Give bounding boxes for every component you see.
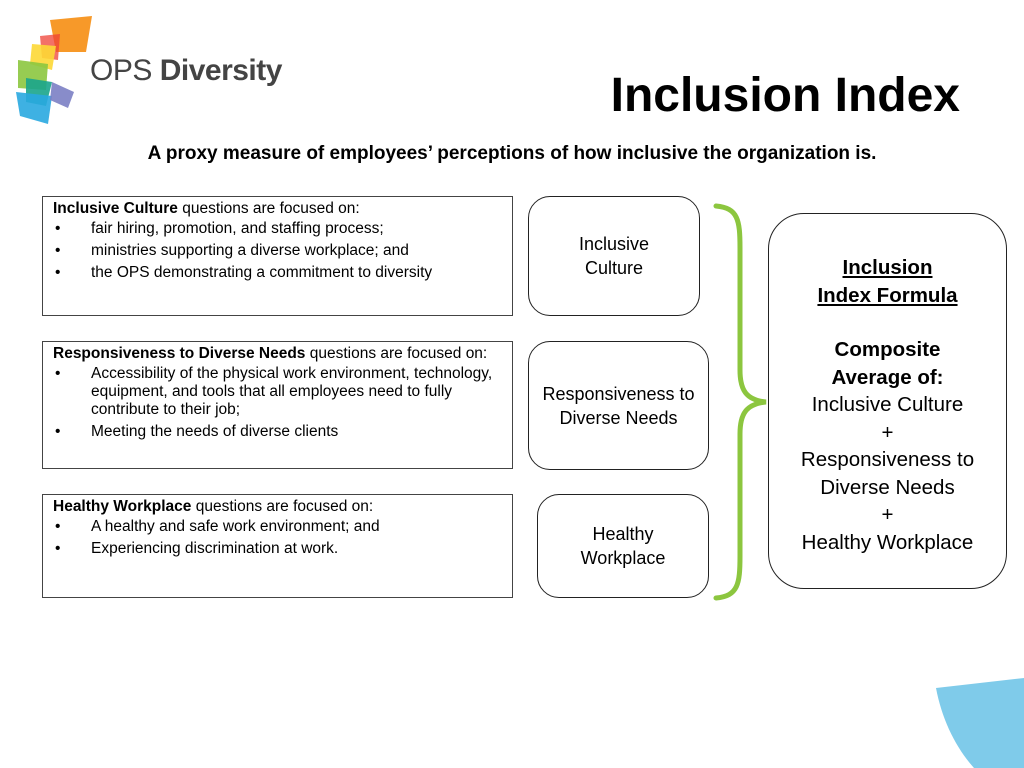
logo-wordmark-bold: Diversity: [159, 54, 282, 87]
formula-item-healthy-workplace: Healthy Workplace: [801, 530, 974, 554]
decorative-corner-shape: [934, 678, 1024, 768]
logo-wordmark-light: OPS: [90, 54, 160, 87]
component-label: Healthy Workplace: [580, 524, 666, 568]
formula-box: [768, 213, 1007, 589]
description-intro-text: questions are focused on:: [305, 345, 488, 362]
component-label: Responsiveness to Diverse Needs: [542, 383, 695, 428]
component-box-responsiveness: [528, 341, 709, 470]
bullet-item: • Meeting the needs of diverse clients: [53, 423, 502, 441]
logo-segment-purple: [50, 82, 74, 108]
logo-segment-blue: [16, 92, 52, 124]
component-box-healthy-workplace: [537, 494, 709, 598]
description-intro: [53, 200, 502, 218]
ops-diversity-logo-mark: [12, 12, 102, 132]
curly-brace: [710, 200, 770, 604]
bullet-list: [53, 220, 502, 282]
formula-item-inclusive-culture: Inclusive Culture: [811, 393, 964, 416]
formula-label-line2: Average of:: [831, 365, 944, 389]
description-intro-text: questions are focused on:: [191, 498, 374, 515]
formula-item-responsiveness-line1: Responsiveness to: [800, 448, 975, 471]
formula-title-line2: Index Formula: [817, 283, 958, 307]
bullet-item: • Experiencing discrimination at work.: [53, 540, 502, 558]
bullet-item: • A healthy and safe work environment; and: [53, 518, 502, 536]
description-heading: Responsiveness to Diverse Needs: [53, 345, 306, 362]
description-heading: Healthy Workplace: [53, 498, 192, 515]
description-box-healthy-workplace: [42, 494, 513, 598]
bullet-item: • fair hiring, promotion, and staffing process;: [53, 220, 502, 238]
bullet-list: [53, 365, 502, 441]
description-intro-text: questions are focused on:: [177, 200, 360, 217]
description-box-inclusive-culture: [42, 196, 513, 316]
description-intro: [53, 345, 502, 363]
description-heading: Inclusive Culture: [53, 200, 178, 217]
bullet-item: • Accessibility of the physical work environment, technology, equipment, and tools that all employees need to fully contribute to their job;: [53, 365, 502, 419]
component-label: Inclusive Culture: [578, 234, 650, 278]
formula-title-line1: Inclusion: [842, 256, 933, 279]
formula-plus: +: [881, 503, 894, 526]
curly-brace-path: [716, 206, 766, 598]
formula-item-responsiveness-line2: Diverse Needs: [820, 475, 955, 499]
formula-plus: +: [881, 420, 894, 444]
description-box-responsiveness: [42, 341, 513, 469]
logo-wordmark: [90, 54, 282, 88]
page-title: Inclusion Index: [610, 69, 960, 122]
bullet-list: [53, 518, 502, 558]
description-intro: [53, 498, 502, 516]
component-box-inclusive-culture: [528, 196, 700, 316]
bullet-item: • the OPS demonstrating a commitment to diversity: [53, 264, 502, 282]
formula-label-line1: Composite: [834, 338, 941, 361]
page-subtitle: A proxy measure of employees’ perceptions of how inclusive the organization is.: [147, 143, 877, 164]
bullet-item: • ministries supporting a diverse workplace; and: [53, 242, 502, 260]
